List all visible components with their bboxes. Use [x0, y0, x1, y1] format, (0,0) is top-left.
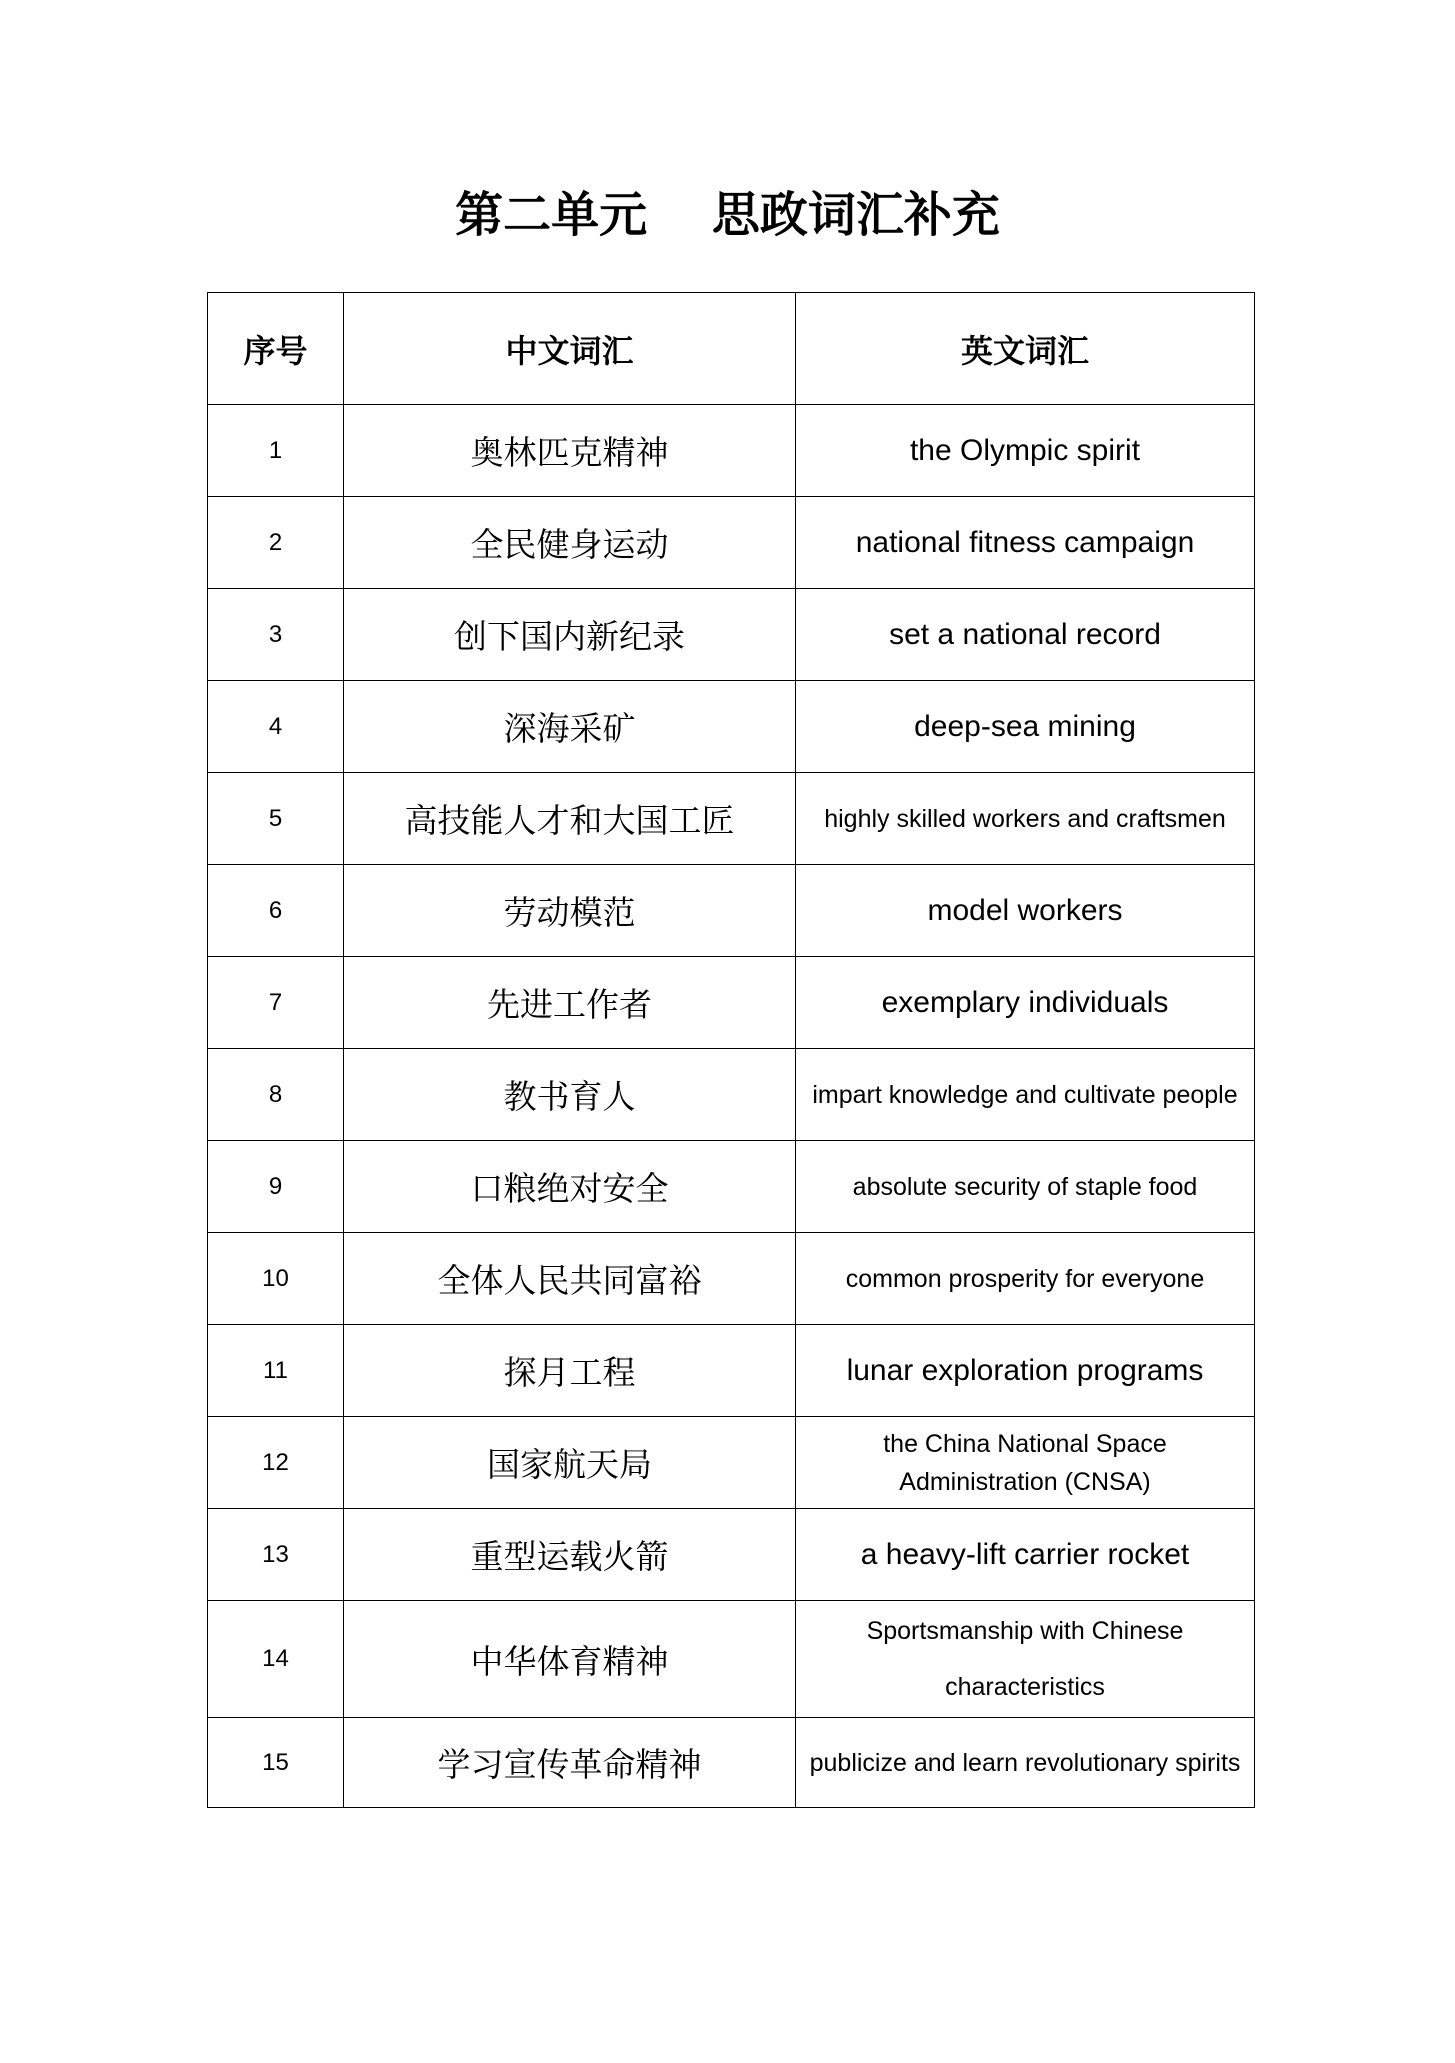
table-row [208, 957, 1255, 1049]
table-row [208, 865, 1255, 957]
row-index: 13 [208, 1509, 344, 1601]
english-term: common prosperity for everyone [796, 1233, 1255, 1325]
table-row [208, 1233, 1255, 1325]
english-term: impart knowledge and cultivate people [796, 1049, 1255, 1141]
header-chinese-term: 中文词汇 [344, 293, 796, 405]
row-index: 1 [208, 405, 344, 497]
row-index: 10 [208, 1233, 344, 1325]
english-term: a heavy-lift carrier rocket [796, 1509, 1255, 1601]
english-term: absolute security of staple food [796, 1141, 1255, 1233]
row-index: 14 [208, 1601, 344, 1718]
chinese-term: 劳动模范 [344, 865, 796, 957]
english-term: highly skilled workers and craftsmen [796, 773, 1255, 865]
english-term: publicize and learn revolutionary spirits [796, 1718, 1255, 1808]
chinese-term: 先进工作者 [344, 957, 796, 1049]
table-row [208, 1141, 1255, 1233]
header-index: 序号 [208, 293, 344, 405]
page-title: 第二单元 思政词汇补充 [455, 187, 1000, 243]
chinese-term: 全民健身运动 [344, 497, 796, 589]
table-row [208, 1417, 1255, 1509]
vocabulary-table [207, 292, 1255, 1808]
chinese-term: 全体人民共同富裕 [344, 1233, 796, 1325]
english-term: national fitness campaign [796, 497, 1255, 589]
table-row [208, 681, 1255, 773]
table-row [208, 773, 1255, 865]
english-term: exemplary individuals [796, 957, 1255, 1049]
row-index: 2 [208, 497, 344, 589]
header-english-term: 英文词汇 [796, 293, 1255, 405]
table-row [208, 1601, 1255, 1718]
english-term: model workers [796, 865, 1255, 957]
chinese-term: 学习宣传革命精神 [344, 1718, 796, 1808]
table-header-row [208, 293, 1255, 405]
english-term: deep-sea mining [796, 681, 1255, 773]
table-row [208, 497, 1255, 589]
chinese-term: 重型运载火箭 [344, 1509, 796, 1601]
row-index: 3 [208, 589, 344, 681]
table-row [208, 1718, 1255, 1808]
english-term: set a national record [796, 589, 1255, 681]
table-row [208, 1049, 1255, 1141]
row-index: 6 [208, 865, 344, 957]
chinese-term: 深海采矿 [344, 681, 796, 773]
table-row [208, 589, 1255, 681]
row-index: 15 [208, 1718, 344, 1808]
row-index: 4 [208, 681, 344, 773]
table-row [208, 1325, 1255, 1417]
row-index: 5 [208, 773, 344, 865]
english-term: lunar exploration programs [796, 1325, 1255, 1417]
chinese-term: 教书育人 [344, 1049, 796, 1141]
chinese-term: 国家航天局 [344, 1417, 796, 1509]
english-term: Sportsmanship with Chinese characteristics [796, 1601, 1255, 1718]
chinese-term: 创下国内新纪录 [344, 589, 796, 681]
row-index: 11 [208, 1325, 344, 1417]
row-index: 8 [208, 1049, 344, 1141]
table-row [208, 405, 1255, 497]
english-term: the China National Space Administration (CNSA) [796, 1417, 1255, 1509]
english-term: the Olympic spirit [796, 405, 1255, 497]
row-index: 9 [208, 1141, 344, 1233]
chinese-term: 中华体育精神 [344, 1601, 796, 1718]
row-index: 12 [208, 1417, 344, 1509]
table-row [208, 1509, 1255, 1601]
chinese-term: 探月工程 [344, 1325, 796, 1417]
chinese-term: 口粮绝对安全 [344, 1141, 796, 1233]
row-index: 7 [208, 957, 344, 1049]
chinese-term: 高技能人才和大国工匠 [344, 773, 796, 865]
chinese-term: 奥林匹克精神 [344, 405, 796, 497]
